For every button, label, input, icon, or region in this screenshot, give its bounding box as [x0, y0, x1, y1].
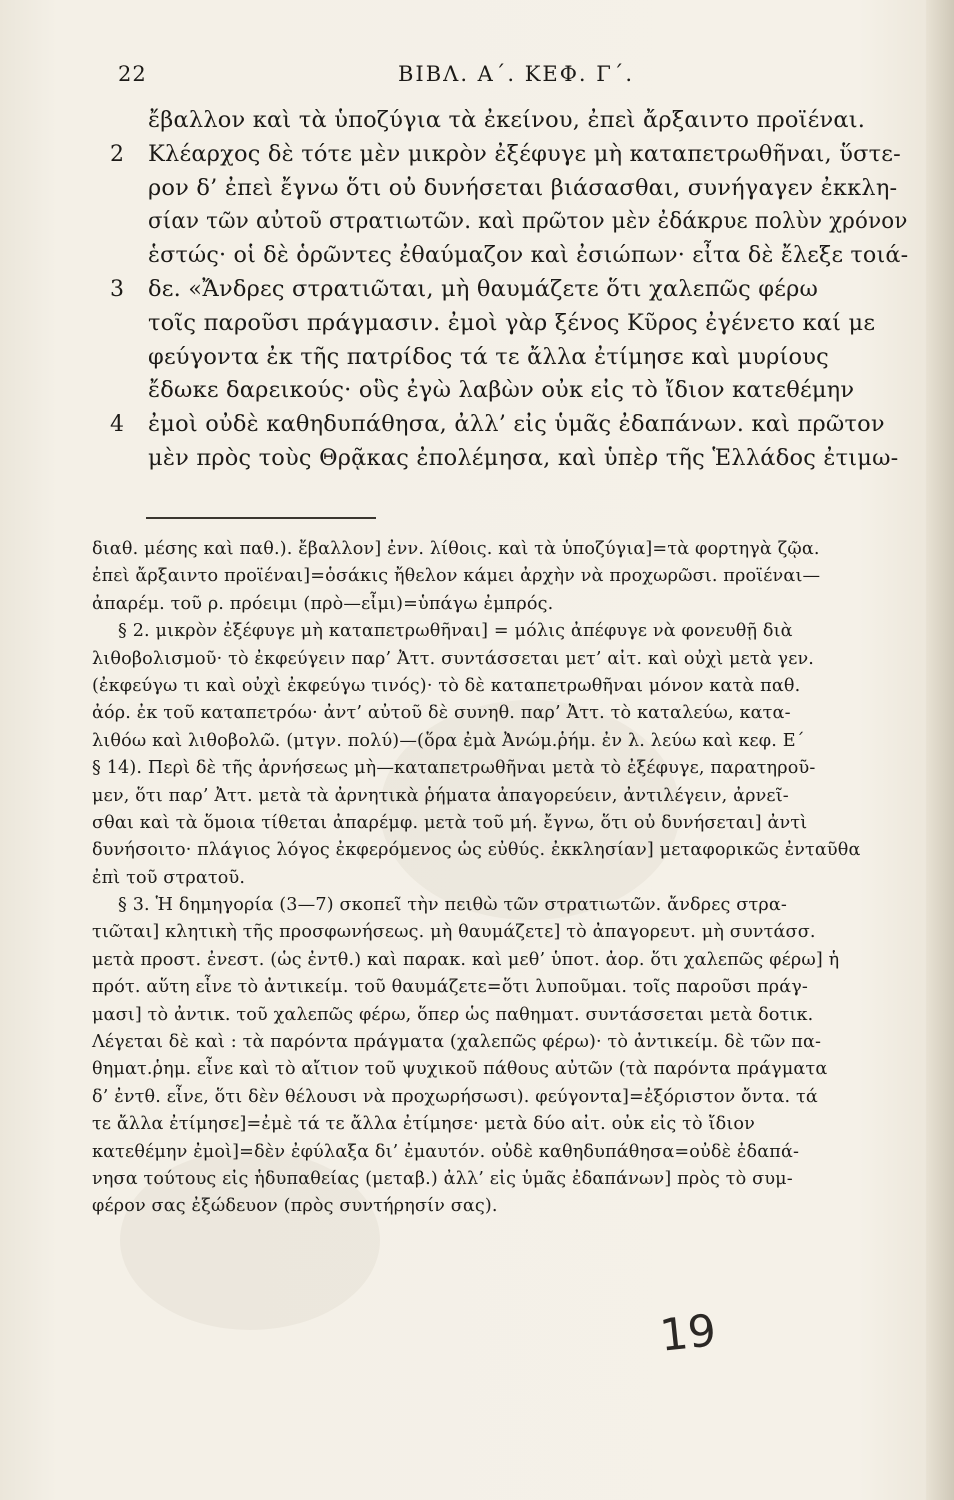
- note-line: λιθόω καὶ λιθοβολῶ. (μτγν. πολύ)—(ὅρα ἐμὰ Ἀνώμ.ῥήμ. ἐν λ. λεύω καὶ κεφ. Ε΄: [92, 730, 805, 751]
- main-text-content: τοῖς παροῦσι πράγμασιν. ἐμοὶ γὰρ ξένος Κῦρος ἐγένετο καί με: [148, 309, 876, 336]
- main-text-line: [100, 172, 912, 206]
- page-number: 22: [118, 62, 147, 86]
- section-number: 2: [110, 141, 125, 167]
- running-head: ΒΙΒΛ. Α΄. ΚΕΦ. Γ΄.: [398, 62, 635, 86]
- section-number: 4: [110, 412, 125, 438]
- main-text-line: [100, 104, 912, 138]
- footnote-rule: [146, 517, 376, 519]
- main-text-line: [100, 408, 912, 442]
- main-text-content: ρον δ’ ἐπεὶ ἔγνω ὅτι οὐ δυνήσεται βιάσασθαι, συνήγαγεν ἐκκλη-: [148, 174, 898, 201]
- main-text-line: [100, 442, 912, 476]
- note-line: νησα τούτους εἰς ἡδυπαθείας (μεταβ.) ἀλλ’ εἰς ὑμᾶς ἐδαπάνων] πρὸς τὸ συμ-: [92, 1168, 793, 1189]
- note-line: λιθοβολισμοῦ· τὸ ἐκφεύγειν παρ’ Ἀττ. συντάσσεται μετ’ αἰτ. καὶ οὐχὶ μετὰ γεν.: [92, 648, 815, 669]
- note-line: τιῶται] κλητικὴ τῆς προσφωνήσεως. μὴ θαυμάζετε] τὸ ἀπαγορευτ. μὴ συντάσσ.: [92, 922, 816, 943]
- note-line: δυνήσοιτο· πλάγιος λόγος ἐκφερόμενος ὡς εὐθύς. ἐκκλησίαν] μεταφορικῶς ἐνταῦθα: [92, 840, 861, 861]
- main-text: [100, 104, 912, 476]
- main-text-content: μὲν πρὸς τοὺς Θρᾷκας ἐπολέμησα, καὶ ὑπὲρ τῆς Ἑλλάδος ἐτιμω-: [148, 444, 899, 471]
- main-text-content: ἐμοὶ οὐδὲ καθηδυπάθησα, ἀλλ’ εἰς ὑμᾶς ἐδαπάνων. καὶ πρῶτον: [148, 411, 885, 438]
- main-text-content: ἔδωκε δαρεικούς· οὓς ἐγὼ λαβὼν οὐκ εἰς τὸ ἴδιον κατεθέμην: [148, 377, 855, 404]
- main-text-content: δε. «Ἄνδρες στρατιῶται, μὴ θαυμάζετε ὅτι χαλεπῶς φέρω: [148, 275, 819, 302]
- main-text-line: [100, 273, 912, 307]
- section-number: 3: [110, 276, 125, 302]
- note-line: μετὰ προστ. ἐνεστ. (ὡς ἐντθ.) καὶ παρακ. καὶ μεθ’ ὑποτ. ἀορ. ὅτι χαλεπῶς φέρω] ἡ: [92, 949, 840, 970]
- note-line: τε ἄλλα ἐτίμησε]=ἐμὲ τά τε ἄλλα ἐτίμησε· μετὰ δύο αἰτ. οὐκ εἰς τὸ ἴδιον: [92, 1114, 755, 1135]
- note-line: διαθ. μέσης καὶ παθ.). ἔβαλλον] ἐνν. λίθοις. καὶ τὰ ὑποζύγια]=τὰ φορτηγὰ ζῷα.: [92, 539, 820, 559]
- main-text-content: ἔβαλλον καὶ τὰ ὑποζύγια τὰ ἐκείνου, ἐπεὶ ἄρξαιντο προϊέναι.: [148, 107, 866, 133]
- note-line: ἐπεὶ ἄρξαιντο προϊέναι]=ὁσάκις ἤθελον κάμει ἀρχὴν νὰ προχωρῶσι. προϊέναι—: [92, 566, 821, 587]
- note-line: (ἐκφεύγω τι καὶ οὐχὶ ἐκφεύγω τινός)· τὸ δὲ καταπετρωθῆναι μόνον κατὰ παθ.: [92, 675, 801, 696]
- main-text-content: Κλέαρχος δὲ τότε μὲν μικρὸν ἐξέφυγε μὴ καταπετρωθῆναι, ὕστε-: [148, 140, 901, 167]
- note-line: μασι] τὸ ἀντικ. τοῦ χαλεπῶς φέρω, ὅπερ ὡς παθηματ. συντάσσεται μετὰ δοτικ.: [92, 1004, 814, 1025]
- note-line: § 3. Ἡ δημηγορία (3—7) σκοπεῖ τὴν πειθὼ τῶν στρατιωτῶν. ἄνδρες στρα-: [118, 895, 787, 916]
- note-line: ἀπαρέμ. τοῦ ρ. πρόειμι (πρὸ—εἶμι)=ὑπάγω ἐμπρός.: [92, 593, 554, 614]
- commentary-notes: [92, 536, 910, 1221]
- note-line: Λέγεται δὲ καὶ : τὰ παρόντα πράγματα (χαλεπῶς φέρω)· τὸ ἀντικείμ. δὲ τῶν πα-: [92, 1032, 822, 1053]
- note-line: ἐπὶ τοῦ στρατοῦ.: [92, 867, 246, 888]
- main-text-line: [100, 205, 912, 239]
- main-text-line: [100, 341, 912, 375]
- main-text-line: [100, 374, 912, 408]
- note-line: μεν, ὅτι παρ’ Ἀττ. μετὰ τὰ ἀρνητικὰ ῥήματα ἀπαγορεύειν, ἀντιλέγειν, ἀρνεῖ-: [92, 785, 789, 806]
- note-line: ἀόρ. ἐκ τοῦ καταπετρόω· ἀντ’ αὐτοῦ δὲ συνηθ. παρ’ Ἀττ. τὸ καταλεύω, κατα-: [92, 703, 791, 724]
- note-line: σθαι καὶ τὰ ὅμοια τίθεται ἀπαρέμφ. μετὰ τοῦ μή. ἔγνω, ὅτι οὐ δυνήσεται] ἀντὶ: [92, 812, 808, 833]
- main-text-content: σίαν τῶν αὐτοῦ στρατιωτῶν. καὶ πρῶτον μὲν ἐδάκρυε πολὺν χρόνον: [148, 208, 908, 235]
- main-text-line: [100, 138, 912, 172]
- note-line: δ’ ἐντθ. εἶνε, ὅτι δὲν θέλουσι νὰ προχωρήσωσι). φεύγοντα]=ἐξόριστον ὄντα. τά: [92, 1086, 818, 1107]
- page-header: [118, 58, 908, 98]
- note-line: θηματ.ῥημ. εἶνε καὶ τὸ αἴτιον τοῦ ψυχικοῦ πάθους αὐτῶν (τὰ παρόντα πράγματα: [92, 1059, 828, 1080]
- note-line: κατεθέμην ἐμοὶ]=δὲν ἐφύλαξα δι’ ἐμαυτόν. οὐδὲ καθηδυπάθησα=οὐδὲ ἐδαπά-: [92, 1141, 800, 1162]
- note-line: φέρον σας ἐξώδευον (πρὸς συντήρησίν σας).: [92, 1196, 498, 1217]
- note-line: § 14). Περὶ δὲ τῆς ἀρνήσεως μὴ—καταπετρωθῆναι μετὰ τὸ ἐξέφυγε, παρατηροῦ-: [92, 758, 816, 779]
- main-text-line: [100, 239, 912, 273]
- main-text-line: [100, 307, 912, 341]
- note-line: πρότ. αὕτη εἶνε τὸ ἀντικείμ. τοῦ θαυμάζετε=ὅτι λυποῦμαι. τοῖς παροῦσι πράγ-: [92, 977, 809, 998]
- note-line: § 2. μικρὸν ἐξέφυγε μὴ καταπετρωθῆναι] = μόλις ἀπέφυγε νὰ φονευθῇ διὰ: [118, 621, 793, 642]
- main-text-content: φεύγοντα ἐκ τῆς πατρίδος τά τε ἄλλα ἐτίμησε καὶ μυρίους: [148, 343, 829, 370]
- handwritten-numeral: 19: [657, 1305, 719, 1362]
- main-text-content: ἑστώς· οἱ δὲ ὁρῶντες ἐθαύμαζον καὶ ἐσιώπων· εἶτα δὲ ἔλεξε τοιά-: [148, 242, 909, 269]
